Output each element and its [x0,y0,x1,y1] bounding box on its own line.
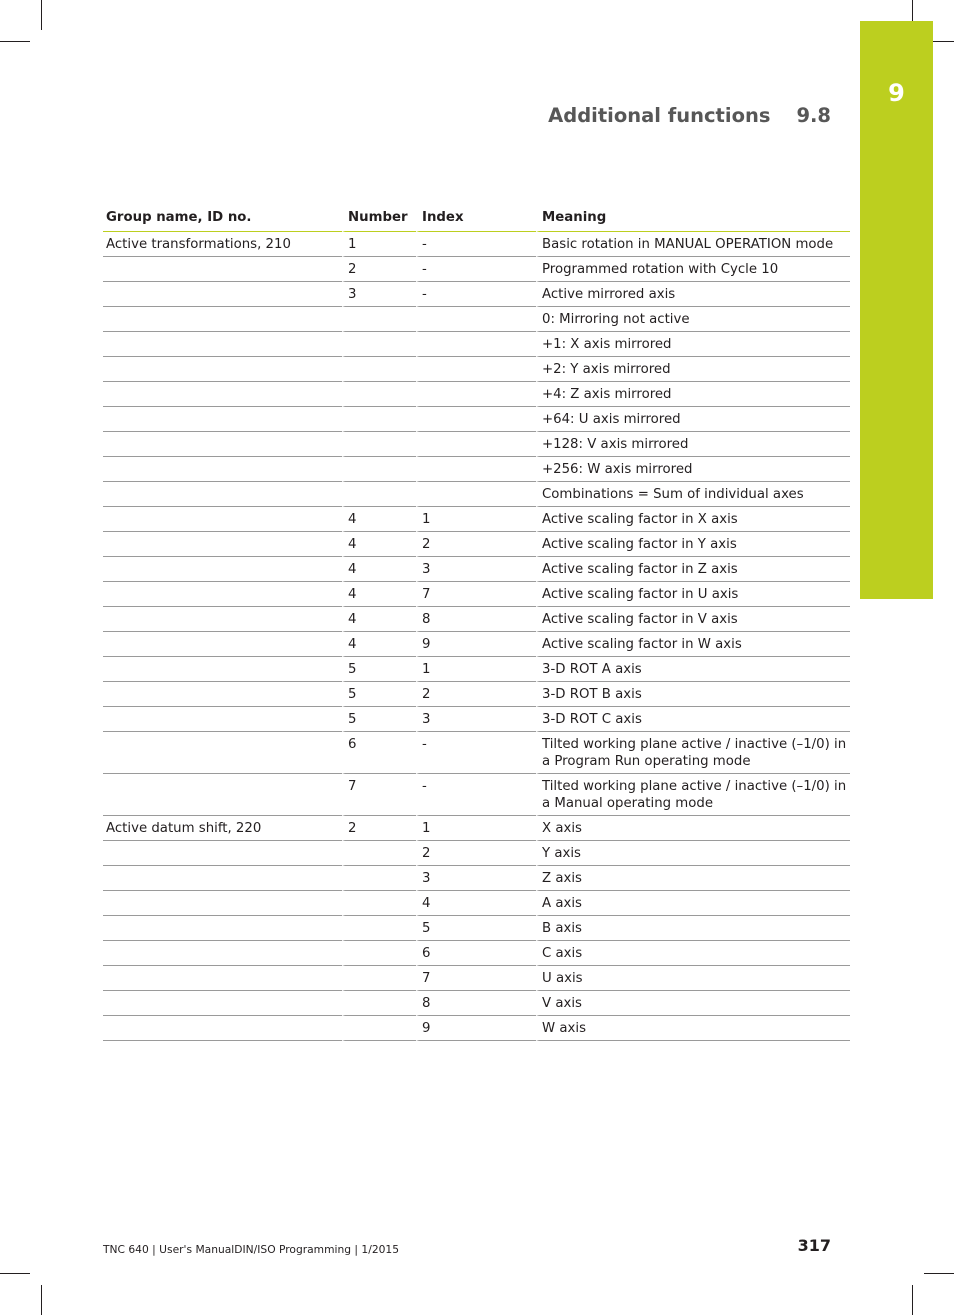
cell-number [342,916,416,941]
cell-group [103,632,342,657]
footer-text: TNC 640 | User's ManualDIN/ISO Programming | 1/2015 [103,1243,400,1256]
cell-number: 2 [342,257,416,282]
cell-meaning: U axis [536,966,850,991]
cell-meaning: Tilted working plane active / inactive (–1/0) in a Program Run operating mode [536,732,850,774]
table-row [103,332,850,357]
cell-group [103,941,342,966]
cell-index: 7 [416,582,536,607]
table-header-row [103,205,850,232]
cell-number [342,307,416,332]
cell-meaning: Active scaling factor in X axis [536,507,850,532]
cell-meaning: A axis [536,891,850,916]
table-row [103,482,850,507]
table-row [103,307,850,332]
table-row [103,632,850,657]
table-row [103,382,850,407]
cell-meaning: 3-D ROT C axis [536,707,850,732]
cell-meaning: Active scaling factor in U axis [536,582,850,607]
cell-number: 4 [342,632,416,657]
cell-group [103,707,342,732]
cell-index [416,382,536,407]
table-row [103,357,850,382]
cell-number [342,382,416,407]
crop-mark [41,0,42,30]
cell-index [416,432,536,457]
table-row [103,732,850,774]
cell-meaning: Active scaling factor in V axis [536,607,850,632]
cell-number [342,457,416,482]
cell-meaning: Active scaling factor in W axis [536,632,850,657]
cell-index: 7 [416,966,536,991]
table-row [103,1016,850,1041]
cell-index [416,357,536,382]
cell-number: 4 [342,582,416,607]
cell-index: 6 [416,941,536,966]
cell-number: 7 [342,774,416,816]
cell-index: 3 [416,557,536,582]
cell-index: - [416,282,536,307]
cell-group [103,657,342,682]
page-number: 317 [797,1236,831,1255]
table-row [103,532,850,557]
cell-index: 3 [416,707,536,732]
table-row [103,582,850,607]
cell-group [103,357,342,382]
cell-number: 3 [342,282,416,307]
cell-index: 9 [416,632,536,657]
cell-number [342,357,416,382]
cell-meaning: Active scaling factor in Z axis [536,557,850,582]
cell-meaning: Combinations = Sum of individual axes [536,482,850,507]
crop-mark [0,41,30,42]
cell-group [103,307,342,332]
column-header-number: Number [342,205,416,232]
column-header-group: Group name, ID no. [103,205,342,232]
cell-number [342,332,416,357]
table-row [103,816,850,841]
cell-meaning: C axis [536,941,850,966]
cell-number [342,841,416,866]
cell-index [416,407,536,432]
cell-group [103,991,342,1016]
cell-number [342,1016,416,1041]
cell-meaning: B axis [536,916,850,941]
table-row [103,457,850,482]
cell-group [103,382,342,407]
cell-number: 4 [342,507,416,532]
cell-index: 2 [416,682,536,707]
cell-meaning: +4: Z axis mirrored [536,382,850,407]
cell-group [103,732,342,774]
cell-number [342,432,416,457]
table-row [103,916,850,941]
cell-group [103,916,342,941]
table-row [103,991,850,1016]
table-row [103,941,850,966]
cell-group [103,532,342,557]
cell-meaning: Tilted working plane active / inactive (–1/0) in a Manual operating mode [536,774,850,816]
chapter-number: 9 [888,79,905,107]
table-body [103,232,850,1041]
cell-meaning: 3-D ROT B axis [536,682,850,707]
cell-number: 4 [342,532,416,557]
table-row [103,841,850,866]
cell-meaning: V axis [536,991,850,1016]
cell-meaning: Z axis [536,866,850,891]
cell-index [416,307,536,332]
cell-index: 8 [416,607,536,632]
cell-group [103,257,342,282]
table-row [103,507,850,532]
cell-meaning: Active scaling factor in Y axis [536,532,850,557]
cell-meaning: 3-D ROT A axis [536,657,850,682]
cell-meaning: +256: W axis mirrored [536,457,850,482]
cell-group [103,841,342,866]
cell-index: 2 [416,532,536,557]
table-row [103,966,850,991]
cell-group [103,407,342,432]
header-section-number: 9.8 [796,104,831,127]
cell-meaning: Active mirrored axis [536,282,850,307]
cell-index: - [416,732,536,774]
cell-index: 1 [416,507,536,532]
cell-meaning: W axis [536,1016,850,1041]
cell-index: 9 [416,1016,536,1041]
cell-group: Active datum shift, 220 [103,816,342,841]
cell-group [103,582,342,607]
table-row [103,557,850,582]
cell-meaning: X axis [536,816,850,841]
cell-group [103,607,342,632]
cell-group [103,966,342,991]
cell-number [342,482,416,507]
cell-index: 1 [416,816,536,841]
cell-number [342,866,416,891]
cell-meaning: +1: X axis mirrored [536,332,850,357]
cell-group [103,682,342,707]
table-row [103,407,850,432]
cell-group [103,507,342,532]
table-row [103,257,850,282]
page-header [548,104,831,127]
cell-number [342,991,416,1016]
table-row [103,891,850,916]
cell-group [103,282,342,307]
cell-index: 4 [416,891,536,916]
cell-number [342,966,416,991]
cell-group [103,482,342,507]
cell-meaning: Programmed rotation with Cycle 10 [536,257,850,282]
cell-number [342,407,416,432]
cell-index: 5 [416,916,536,941]
header-title: Additional functions [548,104,771,127]
cell-index: 2 [416,841,536,866]
cell-number: 6 [342,732,416,774]
cell-group [103,557,342,582]
crop-mark [41,1285,42,1315]
cell-number: 4 [342,557,416,582]
cell-meaning: +64: U axis mirrored [536,407,850,432]
cell-meaning: Y axis [536,841,850,866]
cell-number: 2 [342,816,416,841]
chapter-tab [860,21,933,599]
column-header-meaning: Meaning [536,205,850,232]
cell-group: Active transformations, 210 [103,232,342,257]
cell-group [103,432,342,457]
cell-index [416,457,536,482]
cell-group [103,457,342,482]
cell-group [103,774,342,816]
cell-number [342,941,416,966]
table-row [103,774,850,816]
table-row [103,432,850,457]
table-row [103,682,850,707]
cell-meaning: Basic rotation in MANUAL OPERATION mode [536,232,850,257]
column-header-index: Index [416,205,536,232]
cell-index [416,482,536,507]
table-row [103,232,850,257]
table-row [103,657,850,682]
table-row [103,282,850,307]
crop-mark [0,1273,30,1274]
cell-index [416,332,536,357]
cell-index: - [416,257,536,282]
cell-number [342,891,416,916]
table-row [103,866,850,891]
cell-group [103,1016,342,1041]
cell-meaning: 0: Mirroring not active [536,307,850,332]
cell-number: 5 [342,657,416,682]
cell-number: 5 [342,682,416,707]
cell-index: 3 [416,866,536,891]
crop-mark [912,1285,913,1315]
cell-index: - [416,232,536,257]
cell-index: 8 [416,991,536,1016]
cell-group [103,866,342,891]
cell-group [103,891,342,916]
cell-number: 5 [342,707,416,732]
crop-mark [924,1273,954,1274]
cell-number: 1 [342,232,416,257]
cell-meaning: +128: V axis mirrored [536,432,850,457]
table-row [103,707,850,732]
cell-group [103,332,342,357]
cell-index: 1 [416,657,536,682]
parameters-table [103,205,850,1041]
cell-meaning: +2: Y axis mirrored [536,357,850,382]
table-row [103,607,850,632]
cell-number: 4 [342,607,416,632]
cell-index: - [416,774,536,816]
